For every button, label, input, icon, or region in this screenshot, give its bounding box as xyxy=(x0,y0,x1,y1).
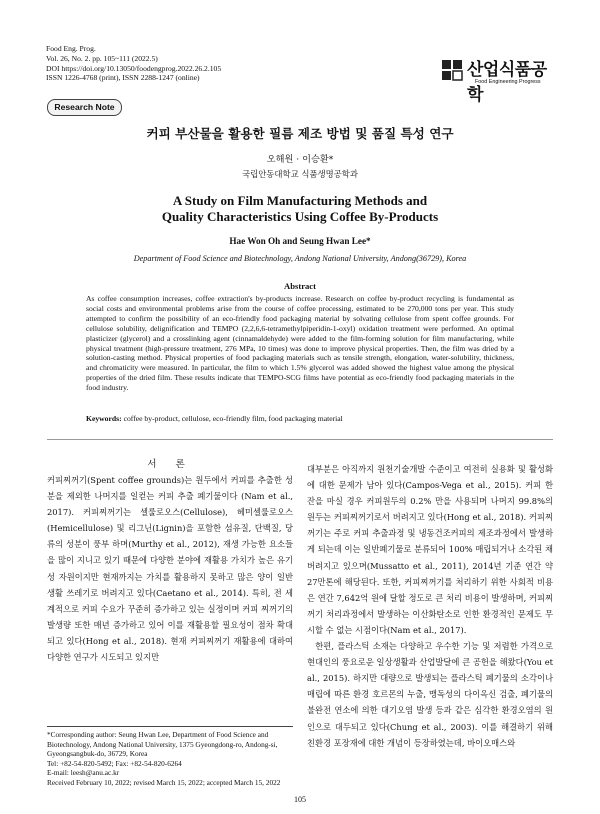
title-english xyxy=(0,193,600,225)
body-paragraph: 커피찌꺼기(Spent coffee grounds)는 원두에서 커피를 추출한 성분을 제외한 나머지를 일컫는 커피 추출 폐기물이다 (Nam et al., 2017). 커피찌꺼기는 셀룰로오스(Cellulose), 헤미셀룰로오스(Hemicellulose) 및 리그닌(Lignin)을 포함한 섬유질, 단백질, 당류의 성분이 풍부 하며(Murthy et al., 2012), 재생 가능한 요소들을 많이 지니고 있기 때문에 다양한 분야에 재활용 가치가 높은 유기성 자원이지만 현재까지는 가치를 활용하지 못하고 많은 양이 일반 생활 쓰레기로 버려지고 있다(Caetano et al., 2014). 특히, 전 세계적으로 커피 수요가 꾸준히 증가하고 있는 실정이며 커피 찌꺼기의 발생량 또한 매년 증가하고 있어 이를 재활용할 필요성이 점차 확대되고 있다(Hong et al., 2018). 현재 커피찌꺼기 재활용에 대하여 다양한 연구가 시도되고 있지만 xyxy=(47,475,293,663)
journal-logo-subtitle: Food Engineering Progress xyxy=(475,79,541,85)
journal-info xyxy=(46,44,221,83)
keywords xyxy=(86,414,514,423)
journal-doi: DOI https://doi.org/10.13050/foodengprog.2022.26.2.105 xyxy=(46,63,222,73)
abstract-text: As coffee consumption increases, coffee extraction's by-products increase. Research on coffee by-product recycling is fundamental as social costs and environmental problems arise from the course of coffee processing, estimated to be 270,000 tons per year. This study attempted to confirm the possibility of an eco-friendly food packaging material by solvating cellulose from spent coffee grounds. For cellulose solubility, delignification and TEMPO (2,2,6,6-tetramethylpiperidin-1-oxyl) oxidation treatment were performed. An optimal plasticizer (glycerol) and a crosslinking agent (cinnamaldehyde) were added to the film-forming solution for film manufacturing, while physical treatment (high-pressure treatment, 276 MPa, 10 times) was done to improve physical properties. Then, the film was dried by a solution-casting method. Physical properties of food packaging materials such as tensile strength, elongation, water-solubility, thickness, and chromaticity were measured. In particular, the film to which 1.5% glycerol was added showed the highest value among the physical properties of the dried film. These results indicate that TEMPO-SCG films have potential as eco-friendly food packaging materials in the food industry. xyxy=(86,294,514,393)
footnote-corresponding: *Corresponding author: Seung Hwan Lee, Department of Food Science and Biotechnology, Andong National University, 1375 Gyeongdong-ro, Andong-si, Gyeongsangbuk-do, 36729, Korea xyxy=(47,730,278,759)
body-paragraph: 대부분은 아직까지 원천기술개발 수준이고 여전히 실용화 및 활성화에 대한 문제가 남아 있다(Campos-Vega et al., 2015). 커피 한 잔을 마실 경우 커피원두의 0.2% 만을 사용되며 나머지 99.8%의 원두는 커피찌꺼기로서 버려지고 있다(Hong et al., 2018). 커피찌꺼기는 주로 커피 추출과정 및 냉동건조커피의 제조과정에서 발생하게 되는데 이는 일반폐기물로 분류되어 100% 매립되거나 소각된 채 버려지고 있으며(Mussatto et al., 2011), 2014년 기준 연간 약 27만톤에 해당된다. 또한, 커피찌꺼기를 처리하기 위한 사회적 비용은 연간 7,642억 원에 달할 정도로 큰 처리 비용이 발생하며, 커피찌꺼기 처리과정에서 발생하는 이산화탄소로 인한 환경적인 문제도 무시할 수 없는 시점이다(Nam et al., 2017). xyxy=(307,464,553,635)
section-heading-introduction: 서 론 xyxy=(147,459,193,470)
journal-logo-title: 산업식품공학 xyxy=(467,60,547,105)
footnote-tel: Tel: +82-54-820-5492; Fax: +82-54-820-6264 xyxy=(47,758,182,768)
body-column-right xyxy=(307,461,553,751)
title-english-line2: Quality Characteristics Using Coffee By-Products xyxy=(161,209,439,224)
journal-name: Food Eng. Prog. xyxy=(46,44,96,53)
footnote-divider xyxy=(47,726,293,727)
affiliation-korean: 국립안동대학교 식품생명공학과 xyxy=(242,169,358,179)
section-divider xyxy=(47,439,553,440)
keywords-label: Keywords: xyxy=(86,414,122,423)
journal-volume: Vol. 26, No. 2. pp. 105~111 (2022.5) xyxy=(46,53,158,63)
article-type-badge: Research Note xyxy=(47,99,122,116)
body-column-left xyxy=(47,472,293,665)
title-english-line1: A Study on Film Manufacturing Methods and xyxy=(172,193,428,208)
authors-korean: 오해원 · 이승환* xyxy=(266,154,334,165)
footnote-email: E-mail: leesh@anu.ac.kr xyxy=(47,768,120,778)
abstract-heading: Abstract xyxy=(284,281,316,291)
keywords-text: coffee by-product, cellulose, eco-friendly film, food packaging material xyxy=(123,414,343,423)
affiliation-english: Department of Food Science and Biotechnology, Andong National University, Andong(36729), Korea xyxy=(133,254,467,263)
footnote xyxy=(47,730,295,788)
journal-logo-icon xyxy=(441,59,463,81)
title-korean: 커피 부산물을 활용한 필름 제조 방법 및 품질 특성 연구 xyxy=(146,126,454,141)
body-paragraph: 한편, 플라스틱 소재는 다양하고 우수한 기능 및 저렴한 가격으로 현대인의 풍요로운 일상생활과 산업발달에 큰 공헌을 해왔다(You et al., 2015). 하지만 대량으로 발생되는 플라스틱 폐기물의 소각이나 매립에 따른 환경 호르몬의 누출, 맹독성의 다이옥신 검출, 폐기물의 불완전 연소에 의한 대기오염 발생 등과 같은 심각한 환경오염의 원인으로 대두되고 있다(Chung et al., 2003). 이를 해결하기 위해 친환경 포장재에 대한 개념이 등장하였는데, 바이오매스와 xyxy=(307,641,553,748)
authors-english: Hae Won Oh and Seung Hwan Lee* xyxy=(229,236,371,246)
journal-logo xyxy=(441,55,549,105)
page-number: 105 xyxy=(294,795,306,804)
journal-issn: ISSN 1226-4768 (print), ISSN 2288-1247 (online) xyxy=(46,73,200,83)
footnote-dates: Received February 10, 2022; revised March 15, 2022; accepted March 15, 2022 xyxy=(47,777,281,787)
